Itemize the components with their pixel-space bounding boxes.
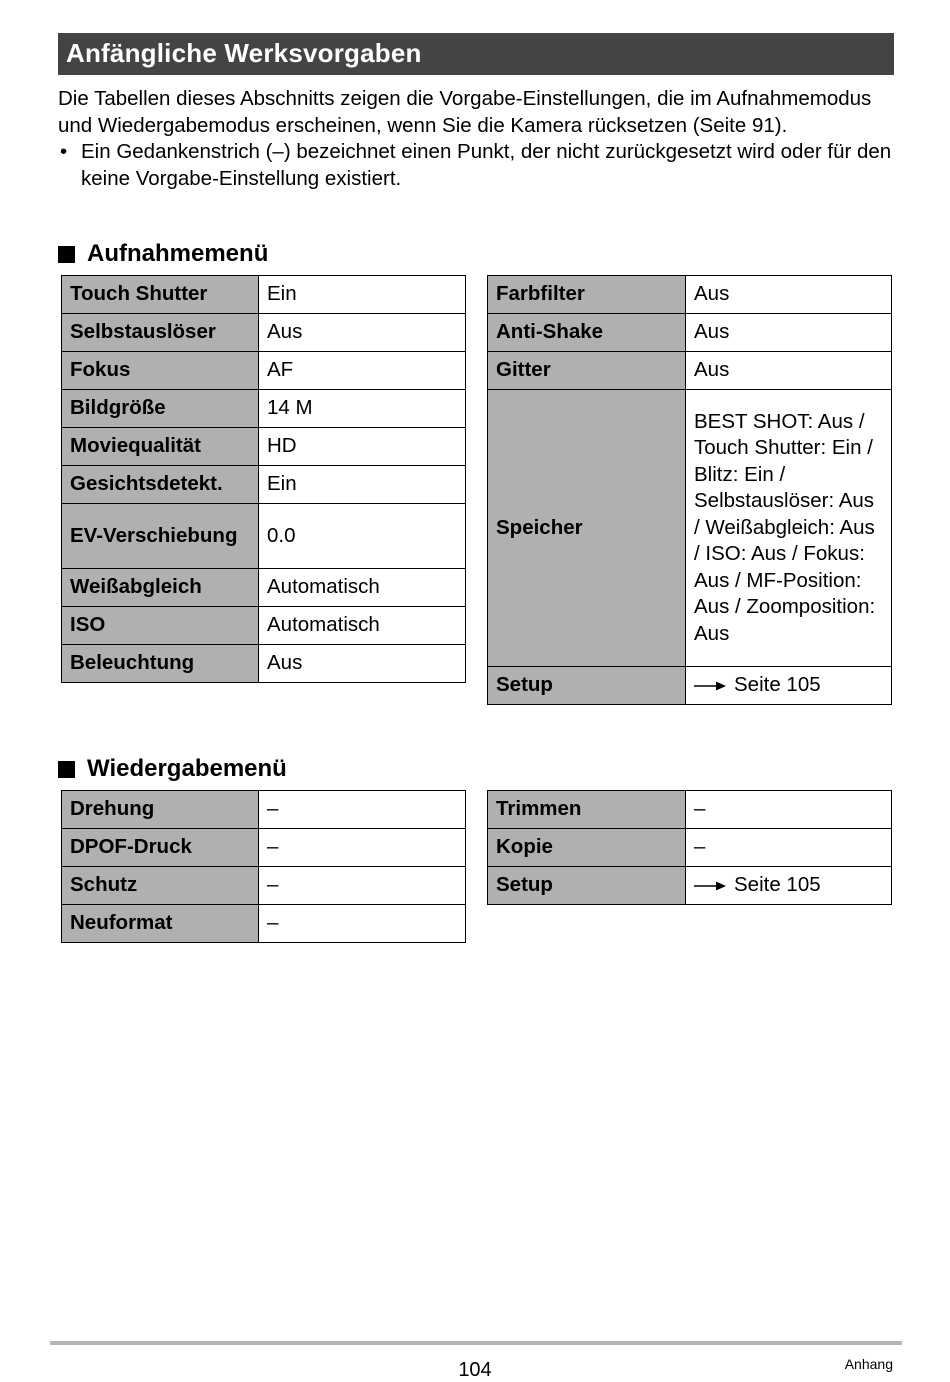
table-row [62,276,466,314]
setting-name: Touch Shutter [62,276,259,314]
setting-name: ISO [62,607,259,645]
table-row [62,569,466,607]
setting-value: – [686,791,892,829]
setting-value: – [259,867,466,905]
table-row [488,314,892,352]
intro-text [58,86,894,192]
setting-value: 0.0 [259,504,466,569]
setting-name: Speicher [488,390,686,667]
setting-value-link[interactable] [686,667,892,705]
section-heading-text: Aufnahmemenü [87,240,269,267]
table-row [62,428,466,466]
table-row [488,667,892,705]
intro-bullet-text: Ein Gedankenstrich (–) bezeichnet einen Punkt, der nicht zurückgesetzt wird oder für den keine Vorgabe-Einstellung existiert. [81,140,892,190]
setting-name: Setup [488,867,686,905]
setting-value: Automatisch [259,569,466,607]
black-square-icon [58,246,75,263]
setting-value: Aus [686,352,892,390]
setting-value: – [259,905,466,943]
table-row [488,390,892,667]
setting-name: Neuformat [62,905,259,943]
setting-name: Weißabgleich [62,569,259,607]
setting-name: DPOF-Druck [62,829,259,867]
setting-value: BEST SHOT: Aus / Touch Shutter: Ein / Blitz: Ein / Selbstauslöser: Aus / Weißabgleich: Aus / ISO: Aus / Fokus: Aus / MF-Position: Aus / Zoomposition: Aus [686,390,892,667]
right-arrow-icon [694,680,726,692]
table-row [62,867,466,905]
setting-name: Beleuchtung [62,645,259,683]
setting-value-link[interactable] [686,867,892,905]
setting-value: Aus [686,276,892,314]
setting-value: HD [259,428,466,466]
bullet-symbol: • [60,140,68,163]
setting-name: Kopie [488,829,686,867]
setting-value: – [259,829,466,867]
setting-name: Setup [488,667,686,705]
aufnahmemenu-right-table [487,275,892,705]
section-label: Anhang [844,1356,893,1372]
black-square-icon [58,761,75,778]
setting-value: – [686,829,892,867]
table-row [62,607,466,645]
table-row [62,829,466,867]
setting-name: Gitter [488,352,686,390]
setting-value: Ein [259,466,466,504]
setting-name: Moviequalität [62,428,259,466]
intro-bullet [58,139,894,192]
setting-value: – [259,791,466,829]
table-row [488,791,892,829]
setting-name: Drehung [62,791,259,829]
table-row [488,276,892,314]
setting-value: AF [259,352,466,390]
section-heading-text: Wiedergabemenü [87,755,287,782]
page-reference: Seite 105 [734,673,821,697]
setting-value: Aus [259,645,466,683]
setting-name: Gesichtsdetekt. [62,466,259,504]
setting-name: Bildgröße [62,390,259,428]
table-row [62,791,466,829]
setting-name: Selbstauslöser [62,314,259,352]
footer-divider [50,1341,902,1345]
aufnahmemenu-left-table [61,275,466,683]
page-reference: Seite 105 [734,873,821,897]
wiedergabemenu-right-table [487,790,892,905]
setting-name: Anti-Shake [488,314,686,352]
table-row [62,390,466,428]
setting-name: Farbfilter [488,276,686,314]
section-heading-wiedergabemenu [58,755,287,783]
table-row [62,352,466,390]
table-row [62,504,466,569]
section-heading-aufnahmemenu [58,240,268,268]
table-row [62,645,466,683]
table-row [488,352,892,390]
setting-value: Automatisch [259,607,466,645]
setting-name: Trimmen [488,791,686,829]
table-row [62,466,466,504]
setting-value: Ein [259,276,466,314]
table-row [62,905,466,943]
page-number: 104 [458,1359,492,1381]
right-arrow-icon [694,880,726,892]
intro-paragraph: Die Tabellen dieses Abschnitts zeigen die Vorgabe-Einstellungen, die im Aufnahmemodus und Wiedergabemodus erscheinen, wenn Sie die Kamera rücksetzen (Seite 91). [58,87,872,137]
setting-value: Aus [686,314,892,352]
table-row [488,829,892,867]
table-row [488,867,892,905]
setting-name: Fokus [62,352,259,390]
table-row [62,314,466,352]
setting-value: Aus [259,314,466,352]
wiedergabemenu-left-table [61,790,466,943]
setting-name: Schutz [62,867,259,905]
page-title: Anfängliche Werksvorgaben [58,33,894,75]
setting-name: EV-Verschiebung [62,504,259,569]
setting-value: 14 M [259,390,466,428]
